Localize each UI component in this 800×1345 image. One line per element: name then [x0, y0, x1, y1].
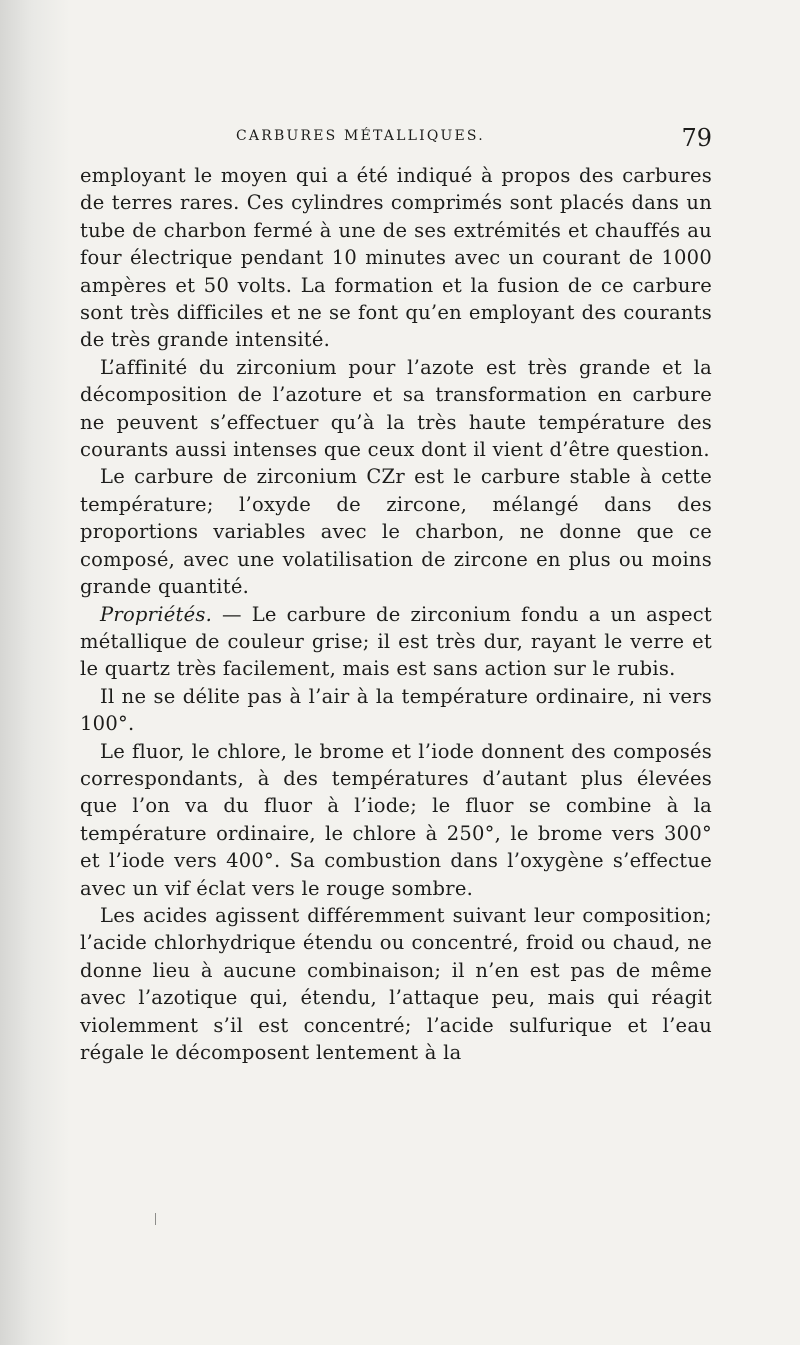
scan-speck [155, 1213, 156, 1225]
running-title: CARBURES MÉTALLIQUES. [236, 128, 485, 144]
paragraph-affinite: L’affinité du zirconium pour l’azote est très grande et la décomposition de l’azoture et sa transformation en carbure ne peuvent s’effectuer qu’à la très haute température des courants aussi intenses que ceux dont il vient d’être question. [80, 355, 712, 462]
paragraph-proprietes-text: — Le carbure de zirconium fondu a un aspect métallique de couleur grise; il est très dur, rayant le verre et le quartz très facilement, mais est sans action sur le rubis. [80, 602, 712, 681]
running-header [80, 124, 712, 154]
paragraph-halogenes: Le fluor, le chlore, le brome et l’iode donnent des composés correspondants, à des températures d’autant plus élevées que l’on va du fluor à l’iode; le fluor se combine à la température ordinaire, le chlore à 250°, le brome vers 300° et l’iode vers 400°. Sa combustion dans l’oxygène s’effectue avec un vif éclat vers le rouge sombre. [80, 739, 712, 900]
book-page [80, 124, 712, 1066]
paragraph-proprietes [80, 601, 712, 683]
body-text [80, 162, 712, 1066]
page-number: 79 [681, 124, 712, 152]
paragraph-continued: employant le moyen qui a été indiqué à propos des carbures de terres rares. Ces cylindres comprimés sont placés dans un tube de charbon fermé à une de ses extrémités et chauffés au four électrique pendant 10 minutes avec un courant de 1000 ampères et 50 volts. La formation et la fusion de ce carbure sont très difficiles et ne se font qu’en employant des courants de très grande intensité. [80, 164, 712, 352]
paragraph-acides: Les acides agissent différemment suivant leur composition; l’acide chlorhydrique étendu ou concentré, froid ou chaud, ne donne lieu à aucune combinaison; il n’en est pas de même avec l’azotique qui, étendu, l’attaque peu, mais qui réagit violemment s’il est concentré; l’acide sulfurique et l’eau régale le décomposent lentement à la [80, 903, 712, 1064]
section-heading-proprietes: Propriétés. [100, 602, 213, 626]
paragraph-carbure-stable: Le carbure de zirconium CZr est le carbure stable à cette température; l’oxyde de zircone, mélangé dans des proportions variables avec le charbon, ne donne que ce composé, avec une volatilisation de zircone en plus ou moins grande quantité. [80, 465, 712, 599]
scan-edge-shadow [0, 0, 70, 1345]
paragraph-delite: Il ne se délite pas à l’air à la température ordinaire, ni vers 100°. [80, 684, 712, 736]
